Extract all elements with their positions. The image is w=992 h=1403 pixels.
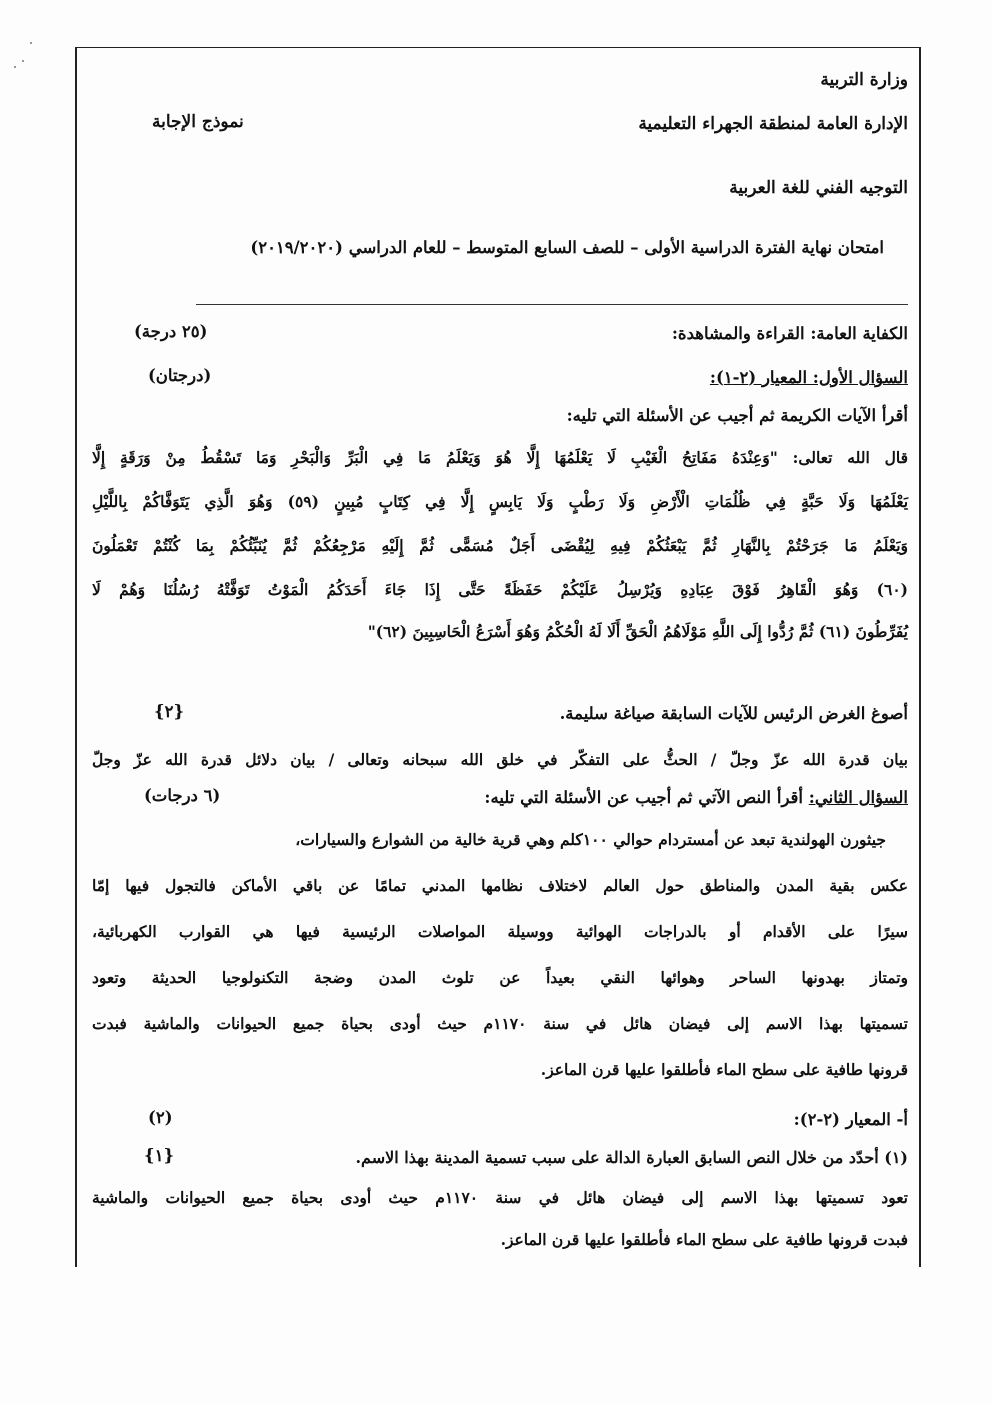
- q1-question-marks: {٢}: [154, 702, 185, 721]
- scan-speck: [30, 42, 32, 44]
- competency-marks: (٢٥ درجة): [134, 322, 208, 341]
- q2-sub-question-marks: {١}: [144, 1146, 175, 1165]
- exam-title: امتحان نهاية الفترة الدراسية الأولى – للصف السابع المتوسط – للعام الدراسي (٢٠١٩/٢٠٢٠): [250, 238, 884, 257]
- passage-line: تسميتها بهذا الاسم إلى فيضان هائل في سنة ١١٧٠م حيث أودى بحياة جميع الحيوانات والماشية فبدت: [92, 1014, 908, 1033]
- scan-speck: [22, 60, 24, 62]
- q2-title: السؤال الثاني:: [808, 788, 908, 807]
- passage-line: قرونها طافية على سطح الماء فأطلقوا عليها قرن الماعز.: [540, 1060, 908, 1079]
- department-name: التوجيه الفني للغة العربية: [729, 178, 908, 198]
- page-border: [75, 47, 921, 1267]
- q2-instruction: أقرأ النص الآتي ثم أجيب عن الأسئلة التي تليه:: [484, 788, 804, 807]
- q1-instruction: أقرأ الآيات الكريمة ثم أجيب عن الأسئلة التي تليه:: [566, 406, 908, 425]
- q1-answer: بيان قدرة الله عزّ وجلّ / الحثُّ على التفكّر في خلق الله سبحانه وتعالى / بيان دلائل قدرة الله عزّ وجلّ: [92, 750, 908, 769]
- q1-question: أصوغ الغرض الرئيس للآيات السابقة صياغة سليمة.: [559, 704, 908, 723]
- verse-line: (٦٠) وَهُوَ الْقَاهِرُ فَوْقَ عِبَادِهِ وَيُرْسِلُ عَلَيْكُمْ حَفَظَةً حَتَّى إِذَا جَاءَ أَحَدَكُمُ الْمَوْتُ تَوَفَّتْهُ رُسُلُنَا وَهُمْ لَا: [92, 580, 908, 599]
- passage-line: سيرًا على الأقدام أو بالدراجات الهوائية ووسيلة المواصلات الرئيسية فيها هي القوارب الكهربائية،: [92, 922, 908, 941]
- q2-criterion-marks: (٢): [148, 1108, 173, 1127]
- ministry-name: وزارة التربية: [820, 70, 908, 90]
- passage-line: وتمتاز بهدونها الساحر وهوائها النقي بعيداً عن تلوث المدن وضجة التكنولوجيا الحديثة وتعود: [92, 968, 908, 987]
- passage-line: جيثورن الهولندية تبعد عن أمستردام حوالي ١٠٠كلم وهي قرية خالية من الشوارع والسيارات،: [295, 830, 886, 849]
- q2-answer-line: تعود تسميتها بهذا الاسم إلى فيضان هائل في سنة ١١٧٠م حيث أودى بحياة جميع الحيوانات والماشية: [92, 1188, 908, 1207]
- verse-line: وَيَعْلَمُ مَا جَرَحْتُمْ بِالنَّهَارِ ثُمَّ يَبْعَثُكُمْ فِيهِ لِيُقْضَى أَجَلٌ مُسَمًّى ثُمَّ إِلَيْهِ مَرْجِعُكُمْ ثُمَّ يُنَبِّئُكُمْ بِمَا كُنْتُمْ تَعْمَلُونَ: [92, 536, 908, 555]
- q1-marks: (درجتان): [148, 366, 212, 385]
- q2-sub-question: (١) أحدّد من خلال النص السابق العبارة الدالة على سبب تسمية المدينة بهذا الاسم.: [355, 1148, 908, 1167]
- answer-model-label: نموذج الإجابة: [152, 112, 244, 132]
- q1-title: السؤال الأول: المعيار (٢-١):: [709, 368, 908, 387]
- q2-answer-line: فبدت قرونها طافية على سطح الماء فأطلقوا عليها قرن الماعز.: [500, 1230, 908, 1249]
- verse-line: يَعْلَمُهَا وَلَا حَبَّةٍ فِي ظُلُمَاتِ الْأَرْضِ وَلَا رَطْبٍ وَلَا يَابِسٍ إِلَّا فِي كِتَابٍ مُبِينٍ (٥٩) وَهُوَ الَّذِي يَتَوَفَّاكُمْ بِاللَّيْلِ: [92, 492, 909, 511]
- passage-line: عكس بقية المدن والمناطق حول العالم لاختلاف نظامها المدني تمامًا عن باقي الأماكن فالتجول فيها إمّا: [92, 876, 908, 895]
- verse-line: قال الله تعالى: "وَعِنْدَهُ مَفَاتِحُ الْغَيْبِ لَا يَعْلَمُهَا إِلَّا هُوَ وَيَعْلَمُ مَا فِي الْبَرِّ وَالْبَحْرِ وَمَا تَسْقُطُ مِنْ وَرَقَةٍ إِلَّا: [92, 448, 908, 467]
- directorate-name: الإدارة العامة لمنطقة الجهراء التعليمية: [638, 114, 908, 134]
- q2-marks: (٦ درجات): [144, 786, 221, 805]
- q2-criterion: أ- المعيار (٢-٢):: [793, 1110, 908, 1129]
- q2-heading: [484, 788, 908, 807]
- verse-line: يُفَرِّطُونَ (٦١) ثُمَّ رُدُّوا إِلَى اللَّهِ مَوْلَاهُمُ الْحَقِّ أَلَا لَهُ الْحُكْمُ وَهُوَ أَسْرَعُ الْحَاسِبِينَ (٦٢)": [367, 622, 908, 641]
- competency-label: الكفاية العامة: القراءة والمشاهدة:: [671, 324, 908, 343]
- header-divider: [196, 304, 908, 305]
- scan-speck: [14, 66, 16, 68]
